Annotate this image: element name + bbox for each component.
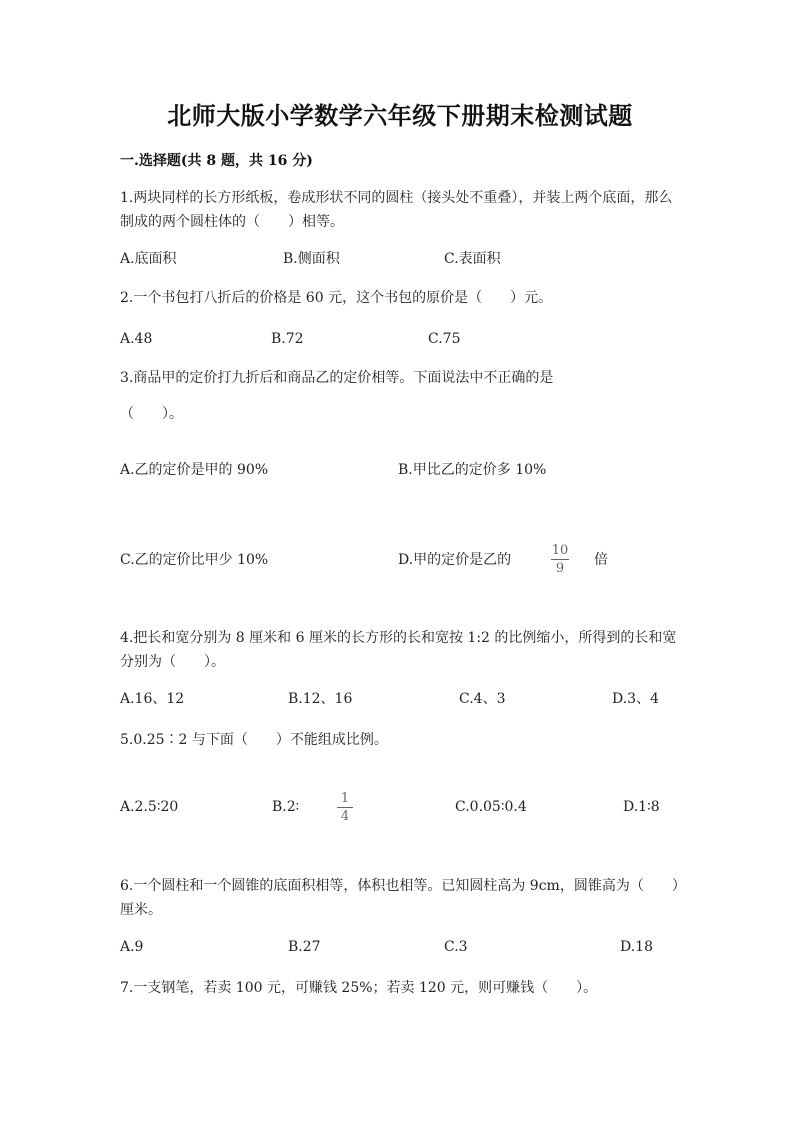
- section-heading: 一.选择题(共 8 题，共 16 分): [120, 153, 313, 169]
- question-5-option-c[interactable]: C.0.05∶0.4: [455, 799, 527, 815]
- question-6-option-b[interactable]: B.27: [288, 939, 321, 955]
- question-5-option-a[interactable]: A.2.5∶20: [120, 799, 179, 815]
- page-title: 北师大版小学数学六年级下册期末检测试题: [167, 101, 633, 130]
- question-1-option-c[interactable]: C.表面积: [444, 251, 501, 267]
- question-2-option-a[interactable]: A.48: [120, 331, 153, 347]
- fraction-denominator: 4: [340, 809, 350, 824]
- question-1-option-b[interactable]: B.侧面积: [283, 251, 340, 267]
- question-1-option-a[interactable]: A.底面积: [120, 251, 177, 267]
- fraction-denominator: 9: [555, 561, 565, 576]
- question-2-text: 2.一个书包打八折后的价格是 60 元，这个书包的原价是（ ）元。: [120, 290, 553, 306]
- question-1-text: 1.两块同样的长方形纸板，卷成形状不同的圆柱（接头处不重叠），并装上两个底面，那么制成的两个圆柱体的（ ）相等。: [120, 190, 673, 230]
- question-3-fraction: [551, 543, 569, 576]
- fraction-numerator: 1: [340, 791, 350, 806]
- question-3-text-continued: （ ）。: [120, 406, 183, 422]
- question-5-option-b[interactable]: B.2∶: [272, 799, 300, 815]
- question-3-option-c[interactable]: C.乙的定价比甲少 10%: [120, 552, 269, 568]
- question-4-option-c[interactable]: C.4、3: [459, 691, 506, 707]
- fraction-bar: [337, 807, 353, 808]
- question-4-text: 4.把长和宽分别为 8 厘米和 6 厘米的长方形的长和宽按 1:2 的比例缩小，所得到的长和宽分别为（ ）。: [120, 630, 677, 670]
- question-3-text: 3.商品甲的定价打九折后和商品乙的定价相等。下面说法中不正确的是: [120, 370, 554, 386]
- fraction-numerator: 10: [551, 543, 569, 558]
- question-5-option-d[interactable]: D.1∶8: [623, 799, 660, 815]
- question-3-option-a[interactable]: A.乙的定价是甲的 90%: [120, 462, 269, 478]
- question-5-fraction: [337, 791, 353, 824]
- question-3-option-b[interactable]: B.甲比乙的定价多 10%: [398, 462, 547, 478]
- question-6-option-c[interactable]: C.3: [444, 939, 468, 955]
- question-6-option-d[interactable]: D.18: [620, 939, 653, 955]
- question-3-option-d-suffix: 倍: [594, 552, 608, 568]
- question-4-option-a[interactable]: A.16、12: [120, 691, 185, 707]
- question-6-option-a[interactable]: A.9: [120, 939, 144, 955]
- question-4-option-d[interactable]: D.3、4: [612, 691, 659, 707]
- question-3-option-d[interactable]: D.甲的定价是乙的: [398, 552, 512, 568]
- question-6-text: 6.一个圆柱和一个圆锥的底面积相等，体积也相等。已知圆柱高为 9cm，圆锥高为（ ）厘米。: [120, 878, 679, 918]
- question-5-text: 5.0.25∶2 与下面（ ）不能组成比例。: [120, 732, 388, 748]
- question-7-text: 7.一支钢笔，若卖 100 元，可赚钱 25%；若卖 120 元，则可赚钱（ ）。: [120, 980, 598, 996]
- fraction-bar: [551, 559, 569, 560]
- question-4-option-b[interactable]: B.12、16: [288, 691, 353, 707]
- question-2-option-b[interactable]: B.72: [271, 331, 304, 347]
- question-2-option-c[interactable]: C.75: [428, 331, 461, 347]
